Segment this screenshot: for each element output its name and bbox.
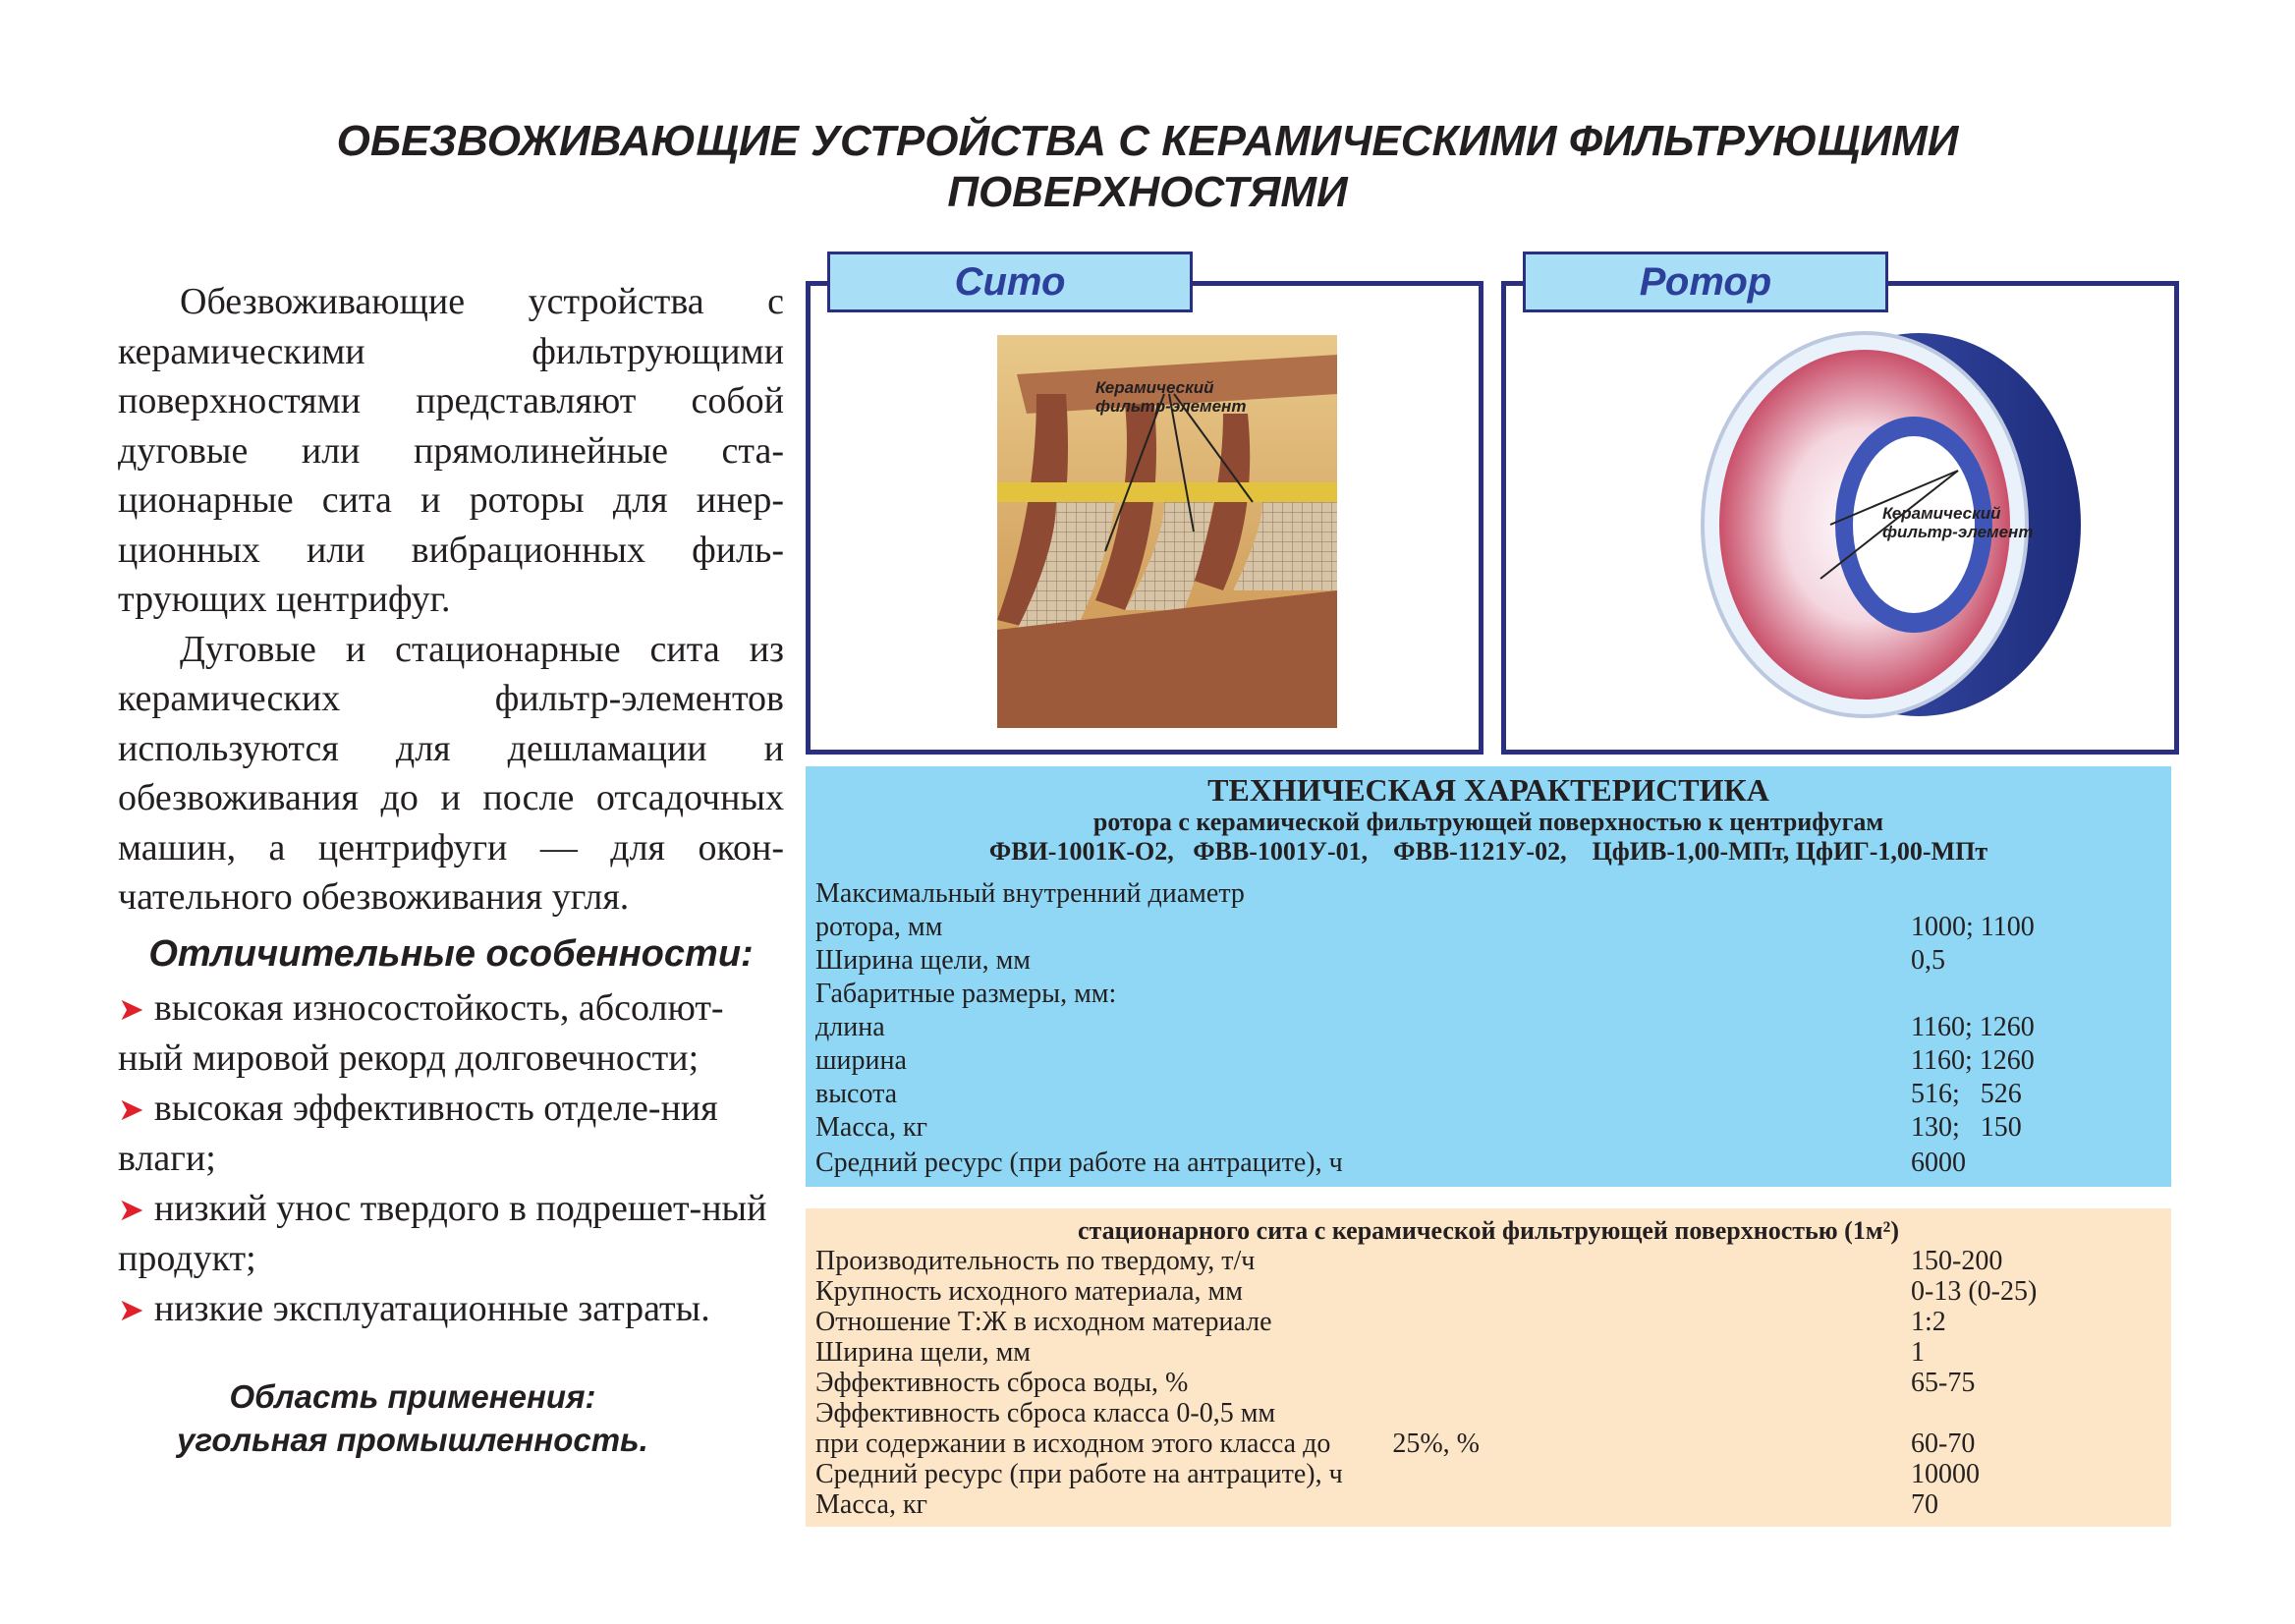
spec-row-label: ротора, мм xyxy=(815,912,943,942)
spec-row-label: длина xyxy=(815,1012,885,1042)
feature-text: высокая эффективность отделе-ния влаги; xyxy=(118,1087,718,1179)
spec-row-label: Средний ресурс (при работе на антраците), ч xyxy=(815,1148,1343,1178)
spec-heading: стационарного сита с керамической фильтрующей поверхностью (1м²) xyxy=(1078,1216,1899,1245)
sieve-caption-line-2: фильтр-элемент xyxy=(1095,397,1247,416)
rotor-caption-line-2: фильтр-элемент xyxy=(1882,523,2034,541)
spec-row xyxy=(815,878,2161,910)
page-title xyxy=(0,116,2295,218)
spec-row-value: 0-13 (0-25) xyxy=(1911,1276,2038,1307)
spec-row xyxy=(815,1045,2161,1077)
feature-text: низкие эксплуатационные затраты. xyxy=(153,1287,710,1329)
feature-item xyxy=(118,1184,784,1284)
spec-row-label: ширина xyxy=(815,1045,907,1076)
spec-row-value: 0,5 xyxy=(1911,945,1945,976)
spec-row-label: Отношение Т:Ж в исходном материале xyxy=(815,1307,1272,1337)
spec-models: ФВИ-1001К-О2, ФВВ-1001У-01, ФВВ-1121У-02, ЦфИВ-1,00-МПт, ЦфИГ-1,00-МПт xyxy=(988,837,1988,866)
spec-row-label: высота xyxy=(815,1079,898,1109)
spec-row xyxy=(815,1276,2161,1308)
spec-row-label: Эффективность сброса воды, % xyxy=(815,1368,1189,1398)
spec-row xyxy=(815,1398,2161,1429)
spec-row-label: Крупность исходного материала, мм xyxy=(815,1276,1243,1307)
arrow-bullet-icon: ➤ xyxy=(118,1191,144,1227)
spec-row-label: Производительность по твердому, т/ч xyxy=(815,1246,1256,1276)
spec-row-value: 10000 xyxy=(1911,1459,1980,1489)
spec-row xyxy=(815,1307,2161,1338)
spec-row xyxy=(815,945,2161,977)
spec-row xyxy=(815,979,2161,1010)
sieve-caption xyxy=(1095,378,1246,416)
description-column xyxy=(118,277,784,1334)
spec-row-label: Ширина щели, мм xyxy=(815,945,1032,976)
spec-row xyxy=(815,1428,2161,1460)
spec-row-value: 70 xyxy=(1911,1489,1938,1520)
spec-row-label: Ширина щели, мм xyxy=(815,1337,1032,1368)
spec-row-value: 516; 526 xyxy=(1911,1079,2022,1109)
spec-row xyxy=(815,1459,2161,1490)
spec-row-value: 60-70 xyxy=(1911,1428,1976,1459)
application-heading: Область применения: xyxy=(229,1378,596,1415)
features-heading: Отличительные особенности: xyxy=(148,932,754,975)
spec-row-value: 1160; 1260 xyxy=(1911,1045,2035,1076)
sieve-caption-line-1: Керамический xyxy=(1095,378,1214,397)
spec-row-value: 6000 xyxy=(1911,1148,1966,1178)
spec-row-value: 1000; 1100 xyxy=(1911,912,2035,942)
rotor-caption xyxy=(1882,504,2033,541)
sieve-label: Сито xyxy=(827,252,1193,312)
spec-row-value: 1 xyxy=(1911,1337,1925,1368)
spec-row xyxy=(815,1246,2161,1277)
spec-row-label: Масса, кг xyxy=(815,1112,928,1143)
feature-item xyxy=(118,1084,784,1184)
feature-item xyxy=(118,983,784,1084)
spec-row xyxy=(815,1012,2161,1043)
spec-row xyxy=(815,1368,2161,1399)
spec-row xyxy=(815,1112,2161,1144)
rotor-label: Ротор xyxy=(1523,252,1888,312)
spec-subheading: ротора с керамической фильтрующей поверхностью к центрифугам xyxy=(1092,808,1884,836)
spec-row-label: Максимальный внутренний диаметр xyxy=(815,878,1245,909)
sieve-spec-table xyxy=(806,1208,2171,1527)
spec-row xyxy=(815,1148,2161,1179)
rotor-caption-line-1: Керамический xyxy=(1882,504,2001,523)
spec-row-label: Средний ресурс (при работе на антраците), ч xyxy=(815,1459,1343,1489)
feature-item xyxy=(118,1284,784,1335)
spec-row xyxy=(815,1337,2161,1369)
feature-text: низкий унос твердого в подрешет-ный продукт; xyxy=(118,1187,767,1279)
arrow-bullet-icon: ➤ xyxy=(118,1091,144,1127)
spec-row-value: 1:2 xyxy=(1911,1307,1946,1337)
application-area xyxy=(118,1375,707,1462)
spec-row xyxy=(815,912,2161,943)
arrow-bullet-icon: ➤ xyxy=(118,1291,144,1327)
application-value: угольная промышленность. xyxy=(177,1422,648,1458)
spec-row-value: 1160; 1260 xyxy=(1911,1012,2035,1042)
rotor-panel xyxy=(1501,281,2179,755)
spec-row-value: 65-75 xyxy=(1911,1368,1976,1398)
sieve-panel xyxy=(806,281,1483,755)
title-line-2: ПОВЕРХНОСТЯМИ xyxy=(947,168,1348,216)
arrow-bullet-icon: ➤ xyxy=(118,990,144,1027)
spec-row-label: Габаритные размеры, мм: xyxy=(815,979,1117,1009)
rotor-spec-table xyxy=(806,766,2171,1187)
spec-row-value: 130; 150 xyxy=(1911,1112,2022,1143)
intro-paragraph-1: Обезвоживающие устройства с керамическими фильтрующими поверхностями представляют собой дуговые или прямолинейные ста-ционарные сита и роторы для инер-ционных или вибрационных филь-трующих центрифуг. xyxy=(118,281,784,620)
intro-paragraph-2: Дуговые и стационарные сита из керамических фильтр-элементов используются для дешламации и обезвоживания до и после отсадочных машин, а центрифуги — для окон-чательного обезвоживания угля. xyxy=(118,628,784,918)
spec-row-value: 150-200 xyxy=(1911,1246,2003,1276)
spec-row-label: при содержании в исходном этого класса до 25%, % xyxy=(815,1428,1480,1459)
feature-text: высокая износостойкость, абсолют-ный мировой рекорд долговечности; xyxy=(118,986,724,1079)
spec-row-label: Эффективность сброса класса 0-0,5 мм xyxy=(815,1398,1276,1428)
spec-row-label: Масса, кг xyxy=(815,1489,928,1520)
spec-row xyxy=(815,1079,2161,1110)
spec-row xyxy=(815,1489,2161,1521)
title-line-1: ОБЕЗВОЖИВАЮЩИЕ УСТРОЙСТВА С КЕРАМИЧЕСКИМИ ФИЛЬТРУЮЩИМИ xyxy=(336,117,1959,165)
spec-heading: ТЕХНИЧЕСКАЯ ХАРАКТЕРИСТИКА xyxy=(1207,772,1769,808)
